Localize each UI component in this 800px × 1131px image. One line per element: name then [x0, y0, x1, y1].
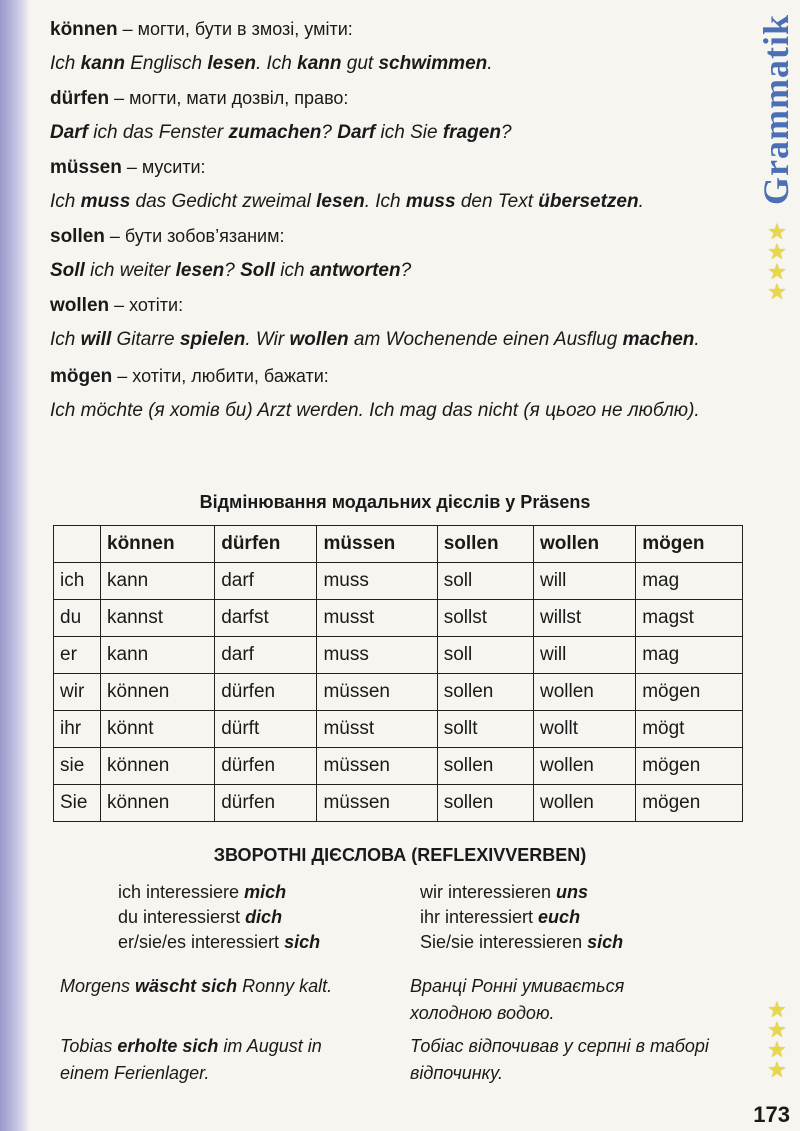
star-icon: ★	[767, 219, 787, 244]
example-text: ich das Fenster	[88, 122, 229, 143]
table-cell: soll	[437, 637, 533, 674]
stars-top	[764, 219, 790, 304]
example-de-text: Tobias	[60, 1036, 118, 1056]
reflexive-line	[420, 905, 623, 930]
pronoun-cell: wir	[54, 674, 101, 711]
reflexive-verb: wir interessieren	[420, 882, 557, 902]
example-emphasis: Darf	[50, 122, 89, 143]
table-cell: darf	[215, 637, 317, 674]
reflexive-verb: ich interessiere	[118, 882, 245, 902]
reflexive-verb: du interessierst	[118, 907, 246, 927]
verb-gloss: – мусити:	[121, 157, 206, 177]
table-title: Відмінювання модальних дієслів у Präsens	[199, 492, 591, 512]
verb-heading	[50, 150, 750, 185]
reflexive-verb: er/sie/es interessiert	[118, 932, 285, 952]
table-cell: sollen	[437, 785, 533, 822]
book-binding-edge	[0, 0, 30, 1131]
table-row	[54, 748, 743, 785]
modal-verbs-list	[50, 12, 750, 430]
table-row	[54, 600, 743, 637]
verb-heading	[50, 219, 750, 254]
example-text: ?	[400, 260, 412, 281]
table-header-cell: müssen	[317, 526, 437, 563]
stars-bottom	[764, 997, 790, 1082]
example-text: . Ich	[255, 53, 298, 74]
pronoun-cell: sie	[54, 748, 101, 785]
verb-term: dürfen	[50, 88, 110, 109]
example-text: ?	[500, 122, 512, 143]
verb-term: wollen	[50, 295, 110, 316]
table-cell: muss	[317, 563, 437, 600]
table-cell: wollen	[533, 748, 635, 785]
example-emphasis: fragen	[442, 122, 501, 143]
example-de-text: Ronny kalt.	[237, 976, 333, 996]
example-de-1	[60, 973, 360, 1000]
example-text: den Text	[455, 191, 539, 212]
table-cell: müsst	[317, 711, 437, 748]
verb-example	[50, 327, 750, 353]
example-emphasis: wollen	[289, 329, 349, 350]
star-icon: ★	[767, 279, 787, 304]
table-cell: wollt	[533, 711, 635, 748]
table-cell: mögt	[636, 711, 743, 748]
verb-gloss: – могти, мати дозвіл, право:	[109, 88, 349, 108]
star-icon: ★	[767, 1037, 787, 1062]
example-emphasis: übersetzen	[538, 191, 639, 212]
example-emphasis: antworten	[309, 260, 401, 281]
table-cell: will	[533, 637, 635, 674]
verb-example	[50, 47, 750, 81]
verb-heading	[50, 12, 750, 47]
table-cell: dürfen	[215, 674, 317, 711]
example-emphasis: zumachen	[228, 122, 322, 143]
star-icon: ★	[767, 1017, 787, 1042]
page-number: 173	[753, 1102, 790, 1127]
table-row	[54, 711, 743, 748]
reflexive-pronoun: mich	[244, 882, 287, 902]
example-de-text: im August in einem Ferienlager.	[60, 1036, 322, 1083]
example-emphasis: muss	[80, 191, 131, 212]
pronoun-cell: du	[54, 600, 101, 637]
table-cell: musst	[317, 600, 437, 637]
example-text: ich	[274, 260, 310, 281]
star-icon: ★	[767, 239, 787, 264]
table-cell: darfst	[215, 600, 317, 637]
example-emphasis: lesen	[207, 53, 256, 74]
example-emphasis: muss	[405, 191, 456, 212]
table-cell: magst	[636, 600, 743, 637]
verb-term: müssen	[50, 157, 122, 178]
table-cell: sollen	[437, 674, 533, 711]
table-cell: können	[101, 674, 215, 711]
table-cell: darf	[215, 563, 317, 600]
example-text: ?	[321, 122, 338, 143]
example-emphasis: Darf	[337, 122, 376, 143]
table-cell: kannst	[101, 600, 215, 637]
reflexive-pronoun: euch	[538, 907, 581, 927]
grammar-side-tab	[756, 0, 800, 1131]
table-row	[54, 674, 743, 711]
example-emphasis: will	[80, 329, 112, 350]
table-cell: mögen	[636, 674, 743, 711]
example-emphasis: machen	[622, 329, 695, 350]
example-text: Ich	[50, 191, 81, 212]
table-header-cell: mögen	[636, 526, 743, 563]
example-emphasis: Soll	[240, 260, 275, 281]
table-row	[54, 637, 743, 674]
verb-heading	[50, 359, 750, 394]
example-text: ich weiter	[84, 260, 176, 281]
table-row	[54, 563, 743, 600]
verb-gloss: – хотіти, любити, бажати:	[112, 366, 329, 386]
table-header-cell	[54, 526, 101, 563]
reflexive-verb: Sie/sie interessieren	[420, 932, 588, 952]
example-text: Ich	[50, 53, 81, 74]
reflexive-pronoun: sich	[587, 932, 624, 952]
example-emphasis: spielen	[179, 329, 246, 350]
table-header-cell: können	[101, 526, 215, 563]
table-cell: sollst	[437, 600, 533, 637]
verb-gloss: – бути зобов’язаним:	[104, 226, 285, 246]
table-cell: müssen	[317, 748, 437, 785]
example-text: das Gedicht zweimal	[130, 191, 317, 212]
verb-example	[50, 185, 750, 219]
verb-heading	[50, 288, 750, 323]
example-text: Ich	[50, 329, 81, 350]
example-text: am Wochenende einen Ausflug	[348, 329, 623, 350]
table-cell: können	[101, 785, 215, 822]
table-header-cell: dürfen	[215, 526, 317, 563]
table-cell: will	[533, 563, 635, 600]
table-cell: sollt	[437, 711, 533, 748]
example-text: . Wir	[245, 329, 290, 350]
table-cell: soll	[437, 563, 533, 600]
verb-term: mögen	[50, 366, 113, 387]
table-cell: wollen	[533, 674, 635, 711]
table-cell: müssen	[317, 674, 437, 711]
pronoun-cell: Sie	[54, 785, 101, 822]
verb-term: sollen	[50, 226, 105, 247]
reflexive-section-title: ЗВОРОТНІ ДІЄСЛОВА (REFLEXIVVERBEN)	[213, 845, 587, 865]
table-cell: dürfen	[215, 785, 317, 822]
pronoun-cell: ihr	[54, 711, 101, 748]
reflexive-line	[118, 880, 320, 905]
reflexive-pronoun: uns	[556, 882, 589, 902]
example-emphasis: lesen	[316, 191, 365, 212]
table-cell: mag	[636, 637, 743, 674]
example-emphasis: kann	[80, 53, 125, 74]
table-cell: muss	[317, 637, 437, 674]
example-text: gut	[341, 53, 379, 74]
verb-example	[50, 116, 750, 150]
table-cell: dürft	[215, 711, 317, 748]
table-cell: sollen	[437, 748, 533, 785]
example-emphasis: schwimmen	[378, 53, 488, 74]
table-cell: kann	[101, 563, 215, 600]
table-cell: kann	[101, 637, 215, 674]
example-emphasis: lesen	[175, 260, 225, 281]
example-text: ich Sie	[375, 122, 443, 143]
table-cell: dürfen	[215, 748, 317, 785]
star-icon: ★	[767, 1057, 787, 1082]
table-cell: könnt	[101, 711, 215, 748]
example-text: ?	[224, 260, 241, 281]
table-header-cell: wollen	[533, 526, 635, 563]
example-text: Gitarre	[111, 329, 180, 350]
example-emphasis: kann	[297, 53, 342, 74]
reflexive-plural	[420, 880, 623, 955]
reflexive-verb: ihr interessiert	[420, 907, 539, 927]
verb-example	[50, 254, 750, 288]
example-de-emphasis: erholte sich	[117, 1036, 219, 1056]
example-text: Ich möchte (я хотів би) Arzt werden. Ich mag das nicht (я цього не люблю).	[50, 400, 700, 421]
verb-heading	[50, 81, 750, 116]
table-row	[54, 785, 743, 822]
table-cell: können	[101, 748, 215, 785]
example-text: .	[694, 329, 700, 350]
example-emphasis: Soll	[50, 260, 85, 281]
reflexive-singular	[118, 880, 320, 955]
example-uk-2: Тобіас відпочивав у серпні в таборі відпочинку.	[410, 1036, 709, 1083]
table-cell: mögen	[636, 748, 743, 785]
table-header-row	[54, 526, 743, 563]
verb-example	[50, 398, 750, 424]
example-de-2	[60, 1033, 370, 1087]
table-cell: mögen	[636, 785, 743, 822]
example-uk-1: Вранці Ронні умивається холодною водою.	[410, 976, 625, 1023]
reflexive-pronoun: dich	[245, 907, 283, 927]
conjugation-table	[53, 525, 743, 822]
reflexive-line	[118, 930, 320, 955]
example-text: .	[638, 191, 644, 212]
pronoun-cell: ich	[54, 563, 101, 600]
example-de-text: Morgens	[60, 976, 136, 996]
reflexive-pronoun: sich	[284, 932, 321, 952]
example-text: . Ich	[364, 191, 406, 212]
star-icon: ★	[767, 259, 787, 284]
example-text: .	[487, 53, 493, 74]
reflexive-line	[118, 905, 320, 930]
verb-gloss: – могти, бути в змозі, уміти:	[117, 19, 353, 39]
example-de-emphasis: wäscht sich	[135, 976, 238, 996]
table-cell: müssen	[317, 785, 437, 822]
reflexive-line	[420, 880, 623, 905]
star-icon: ★	[767, 997, 787, 1022]
pronoun-cell: er	[54, 637, 101, 674]
table-cell: mag	[636, 563, 743, 600]
verb-term: können	[50, 19, 118, 40]
section-label: Grammatik	[756, 14, 796, 206]
table-cell: wollen	[533, 785, 635, 822]
table-cell: willst	[533, 600, 635, 637]
reflexive-line	[420, 930, 623, 955]
table-header-cell: sollen	[437, 526, 533, 563]
verb-gloss: – хотіти:	[109, 295, 184, 315]
example-text: Englisch	[124, 53, 208, 74]
